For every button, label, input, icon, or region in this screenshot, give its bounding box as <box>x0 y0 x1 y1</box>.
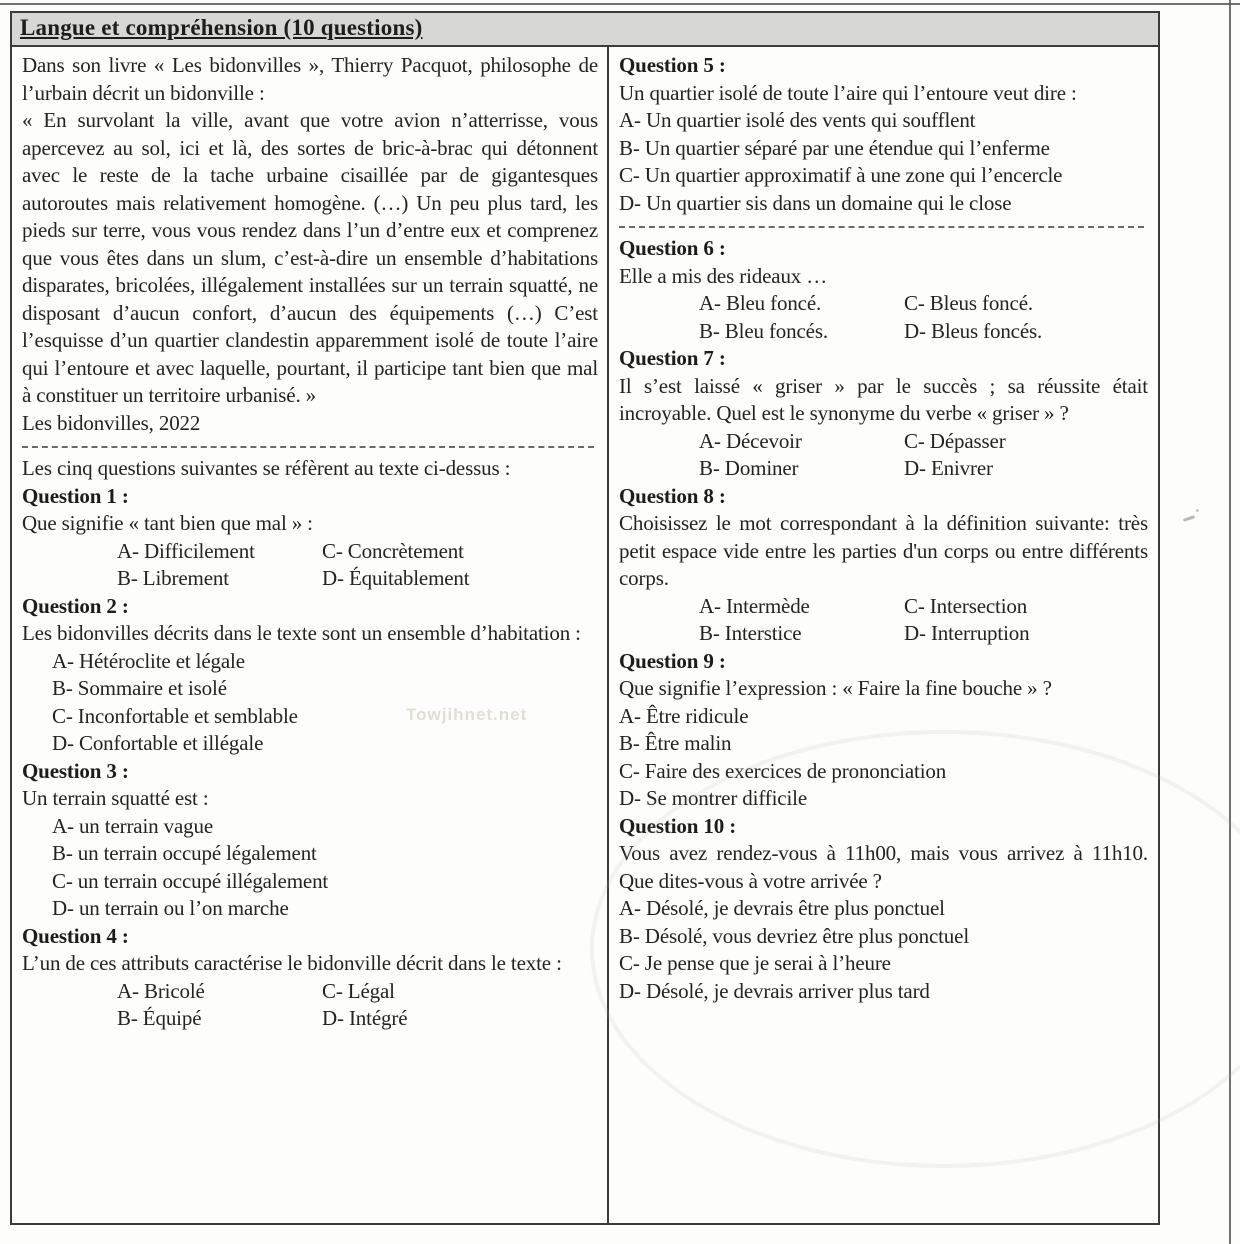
option-row <box>22 978 598 1006</box>
option: B- Désolé, vous devriez être plus ponctuel <box>619 923 970 948</box>
option: A- Hétéroclite et légale <box>52 648 245 673</box>
option: B- Interstice <box>699 621 802 645</box>
exam-table <box>10 11 1160 1225</box>
left-column <box>12 47 609 1223</box>
option-list <box>22 648 598 758</box>
scan-right-edge-line <box>1229 0 1231 1244</box>
option: A- Intermède <box>699 593 810 618</box>
question-label: Question 10 : <box>619 813 737 838</box>
question-2 <box>22 593 598 758</box>
question-8 <box>619 483 1148 648</box>
question-prompt: Un terrain squatté est : <box>22 786 209 810</box>
passage-quote: « En survolant la ville, avant que votre avion n’atterrisse, vous apercevez au sol, ici et là, des sortes de bric-à-brac qui détonnent avec le reste de la tache urbaine cisaillée par de gigantesques autoroutes mais relativement homogène. (…) Un peu plus tard, les pieds sur terre, vous vous rendez dans l’un d’entre eux et comprenez que vous êtes dans un slum, c’est-à-dire un ensemble d’habitations disparates, bricolées, illégalement installées sur un terrain squatté, ne disposant d’aucun confort, d’aucun des équipements (…) C’est l’esquisse d’un quartier clandestin apparemment isolé de toute l’aire qui l’entoure et avec laquelle, pourtant, il participe tant bien que mal à constituer un territoire urbanisé. » <box>22 108 598 407</box>
right-column <box>609 47 1158 1223</box>
option: B- Dominer <box>699 456 799 480</box>
option: C- Légal <box>322 978 395 1003</box>
option: D- Interruption <box>904 621 1030 645</box>
option: D- Équitablement <box>322 566 470 590</box>
question-prompt: L’un de ces attributs caractérise le bidonville décrit dans le texte : <box>22 951 562 975</box>
question-prompt: Elle a mis des rideaux … <box>619 263 828 288</box>
passage-source: Les bidonvilles, 2022 <box>22 410 201 435</box>
watermark-text: Towjihnet.net <box>406 705 528 724</box>
option: A- Bricolé <box>117 978 205 1003</box>
option: A- Être ridicule <box>619 703 749 728</box>
option: A- Désolé, je devrais être plus ponctuel <box>619 896 945 920</box>
option: A- un terrain vague <box>52 813 213 838</box>
option: C- Concrètement <box>322 538 464 563</box>
question-7 <box>619 345 1148 483</box>
scan-pencil-mark <box>1183 515 1195 522</box>
option: D- Bleus foncés. <box>904 318 1043 343</box>
question-label: Question 2 : <box>22 593 129 618</box>
option-row <box>619 455 1148 483</box>
option: B- Équipé <box>117 1006 202 1030</box>
passage-intro: Dans son livre « Les bidonvilles », Thierry Pacquot, philosophe de l’urbain décrit un bidonville : <box>22 53 598 105</box>
option: D- Un quartier sis dans un domaine qui le close <box>619 190 1012 215</box>
question-6 <box>619 235 1148 345</box>
option: D- Désolé, je devrais arriver plus tard <box>619 978 930 1003</box>
option: D- Se montrer difficile <box>619 786 808 810</box>
option: C- Un quartier approximatif à une zone qui l’encercle <box>619 163 1063 187</box>
question-3 <box>22 758 598 923</box>
option: D- Confortable et illégale <box>52 731 264 755</box>
question-prompt: Il s’est laissé « griser » par le succès ; sa réussite était incroyable. Quel est le synonyme du verbe « griser » ? <box>619 373 1148 425</box>
question-prompt: Que signifie « tant bien que mal » : <box>22 511 313 535</box>
option: A- Décevoir <box>699 428 802 453</box>
two-column-body <box>12 47 1158 1223</box>
question-label: Question 8 : <box>619 483 726 508</box>
option-row <box>619 620 1148 648</box>
option-row <box>619 290 1148 318</box>
option-row <box>22 1005 598 1033</box>
option-list <box>619 107 1148 217</box>
option: C- Bleus foncé. <box>904 291 1033 315</box>
question-label: Question 3 : <box>22 758 129 783</box>
option: C- Intersection <box>904 593 1028 618</box>
option: D- Intégré <box>322 1006 408 1030</box>
option: B- Bleu foncés. <box>699 318 828 343</box>
scan-top-edge-line <box>0 3 1240 5</box>
question-label: Question 5 : <box>619 53 726 77</box>
option-row <box>22 538 598 566</box>
question-label: Question 6 : <box>619 236 726 260</box>
dashed-divider-left <box>22 446 594 448</box>
question-1 <box>22 483 598 593</box>
option-row <box>22 565 598 593</box>
question-prompt: Que signifie l’expression : « Faire la fine bouche » ? <box>619 676 1052 700</box>
option-list <box>22 813 598 923</box>
option: B- un terrain occupé légalement <box>52 841 317 865</box>
question-label: Question 1 : <box>22 483 129 508</box>
question-label: Question 7 : <box>619 346 726 370</box>
option: A- Un quartier isolé des vents qui soufflent <box>619 108 976 132</box>
question-5 <box>619 52 1148 217</box>
option: A- Bleu foncé. <box>699 291 822 315</box>
question-prompt: Choisissez le mot correspondant à la définition suivante: très petit espace vide entre les parties d'un corps ou entre différents corps. <box>619 511 1148 590</box>
option: A- Difficilement <box>117 538 255 563</box>
passage-note: Les cinq questions suivantes se réfèrent au texte ci-dessus : <box>22 456 511 480</box>
option: B- Sommaire et isolé <box>52 676 227 700</box>
question-9 <box>619 648 1148 813</box>
option: D- un terrain ou l’on marche <box>52 896 289 920</box>
option-row <box>619 318 1148 346</box>
question-label: Question 9 : <box>619 648 726 673</box>
question-10 <box>619 813 1148 1006</box>
question-4 <box>22 923 598 1033</box>
option: B- Un quartier séparé par une étendue qui l’enferme <box>619 135 1050 160</box>
option: C- Inconfortable et semblable <box>52 703 298 728</box>
option: B- Être malin <box>619 731 732 755</box>
option-list <box>619 703 1148 813</box>
option-row <box>619 593 1148 621</box>
option: D- Enivrer <box>904 456 993 480</box>
question-prompt: Un quartier isolé de toute l’aire qui l’entoure veut dire : <box>619 80 1077 105</box>
option: C- Faire des exercices de prononciation <box>619 758 947 783</box>
option-list <box>619 895 1148 1005</box>
option: C- un terrain occupé illégalement <box>52 868 329 893</box>
section-header-bar <box>12 13 1158 47</box>
option: B- Librement <box>117 566 229 590</box>
question-prompt: Les bidonvilles décrits dans le texte sont un ensemble d’habitation : <box>22 621 581 645</box>
question-label: Question 4 : <box>22 923 129 948</box>
option: C- Dépasser <box>904 428 1006 453</box>
section-title: Langue et compréhension (10 questions) <box>20 15 423 40</box>
option: C- Je pense que je serai à l’heure <box>619 951 891 975</box>
option-row <box>619 428 1148 456</box>
question-prompt: Vous avez rendez-vous à 11h00, mais vous arrivez à 11h10. Que dites-vous à votre arrivée ? <box>619 841 1148 893</box>
dashed-divider-right <box>619 226 1144 228</box>
